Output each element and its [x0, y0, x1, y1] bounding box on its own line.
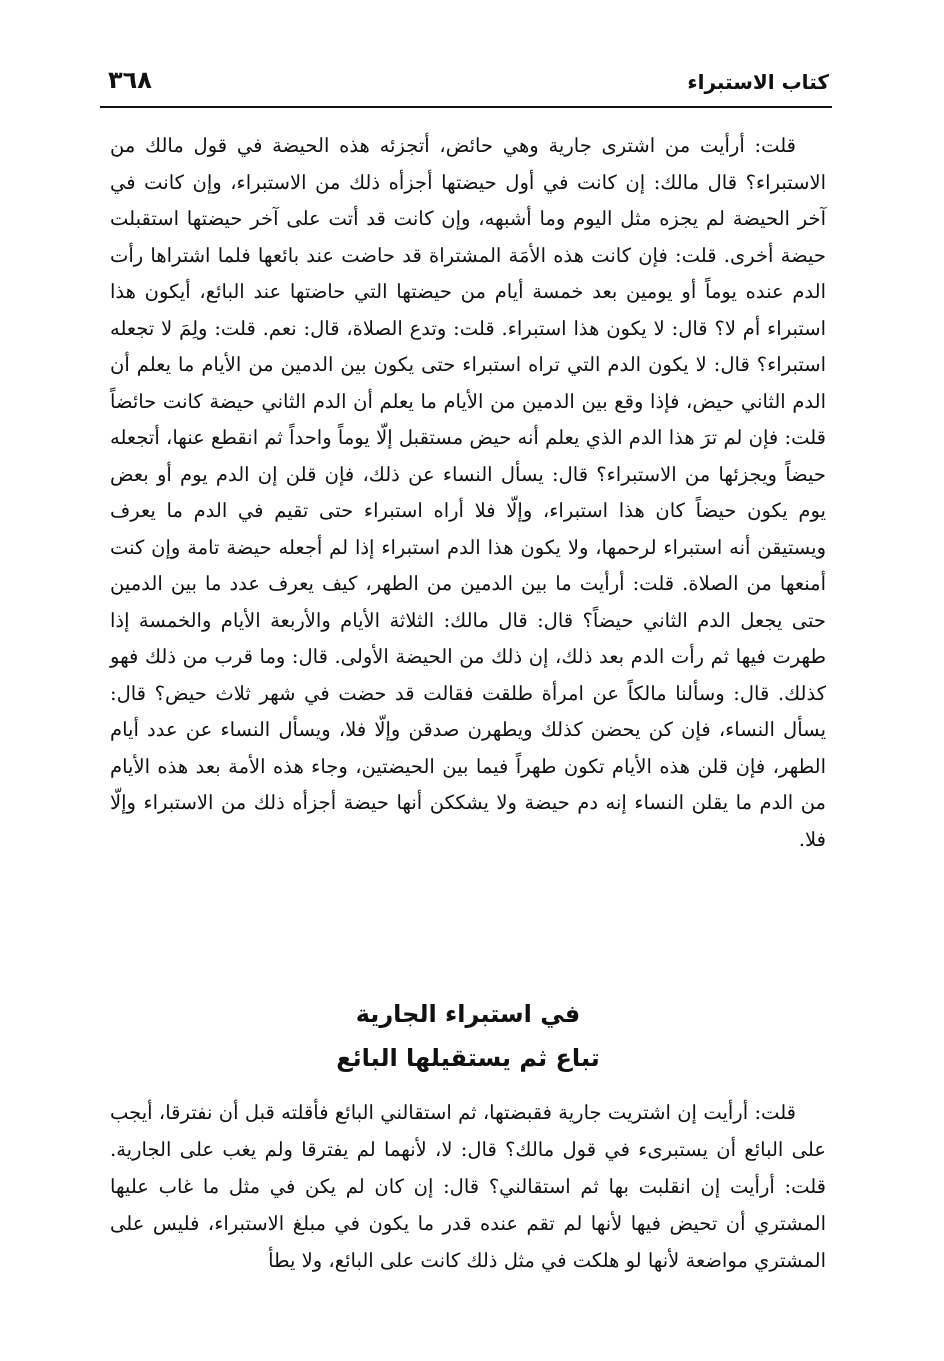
- section-heading-line-2: تباع ثم يستقيلها البائع: [336, 1044, 600, 1072]
- running-title: كتاب الاستبراء: [687, 70, 829, 94]
- body-paragraph-1: قلت: أرأيت من اشترى جارية وهي حائض، أتجزئه هذه الحيضة في قول مالك من الاستبراء؟ قال مالك: إن كانت في أول حيضتها أجزأه ذلك من الاستبراء، وإن كانت في آخر الحيضة لم يجزه مثل اليوم وما أشبهه، وإن كانت قد أتت على آخر حيضتها استقبلت حيضة أخرى. قلت: فإن كانت هذه الأمَة المشتراة قد حاضت عند بائعها فلما اشتراها رأت الدم عنده يوماً أو يومين بعد خمسة أيام من حيضتها التي حاضتها عند البائع، أيكون هذا استبراء أم لا؟ قال: لا يكون هذا استبراء. قلت: وتدع الصلاة، قال: نعم. قلت: ولِمَ لا تجعله استبراء؟ قال: لا يكون الدم التي تراه استبراء حتى يكون بين الدمين من الأيام ما يعلم أن الدم الثاني حيض، فإذا وقع بين الدمين من الأيام ما يعلم أن الدم الثاني حيضة كانت حائضاً قلت: فإن لم ترَ هذا الدم الذي يعلم أنه حيض مستقبل إلّا يوماً واحداً ثم انقطع عنها، أتجعله حيضاً ويجزئها من الاستبراء؟ قال: يسأل النساء عن ذلك، فإن قلن إن الدم يوم أو بعض يوم يكون حيضاً كان هذا استبراء، وإلّا فلا أراه استبراء حتى تقيم في الدم ما يعرف ويستيقن أنه استبراء لرحمها، ولا يكون هذا الدم استبراء إذا لم أجعله حيضة تامة وإن كنت أمنعها من الصلاة. قلت: أرأيت ما بين الدمين من الطهر، كيف يعرف عدد ما بين الدمين حتى يجعل الدم الثاني حيضاً؟ قال: قال مالك: الثلاثة الأيام والأربعة الأيام والخمسة إذا طهرت فيها ثم رأت الدم بعد ذلك، إن ذلك من الحيضة الأولى. قال: وما قرب من ذلك فهو كذلك. قال: وسألنا مالكاً عن امرأة طلقت فقالت قد حضت في شهر ثلاث حيض؟ قال: يسأل النساء، فإن كن يحضن كذلك ويطهرن صدقن وإلّا فلا، ويسأل النساء عن عدد أيام الطهر، فإن قلن هذه الأيام تكون طهراً فيما بين الحيضتين، وجاء هذه الأمة بعد هذه الأيام من الدم ما يقلن النساء إنه دم حيضة ولا يشككن أنها حيضة أجزأه ذلك من الاستبراء وإلّا فلا.: [110, 134, 826, 851]
- header-divider: [100, 106, 832, 108]
- running-header: [108, 64, 829, 98]
- page-number: ٣٦٨: [108, 66, 152, 94]
- body-paragraph-2: قلت: أرأيت إن اشتريت جارية فقبضتها، ثم استقالني البائع فأقلته قبل أن نفترقا، أيجب على البائع أن يستبرىء في قول مالك؟ قال: لا، لأنهما لم يفترقا ولم يغب على الجارية. قلت: أرأيت إن انقلبت بها ثم استقالني؟ قال: إن كان لم يكن في مثل ما غاب عليها المشتري أن تحيض فيها لأنها لم تقم عنده قدر ما يكون في مبلغ الاستبراء، فليس على المشتري مواضعة لأنها لو هلكت في مثل ذلك كانت على البائع، ولا يطأ: [110, 1101, 826, 1272]
- section-heading-line-1: في استبراء الجارية: [355, 1000, 581, 1028]
- section-heading: [110, 992, 826, 1080]
